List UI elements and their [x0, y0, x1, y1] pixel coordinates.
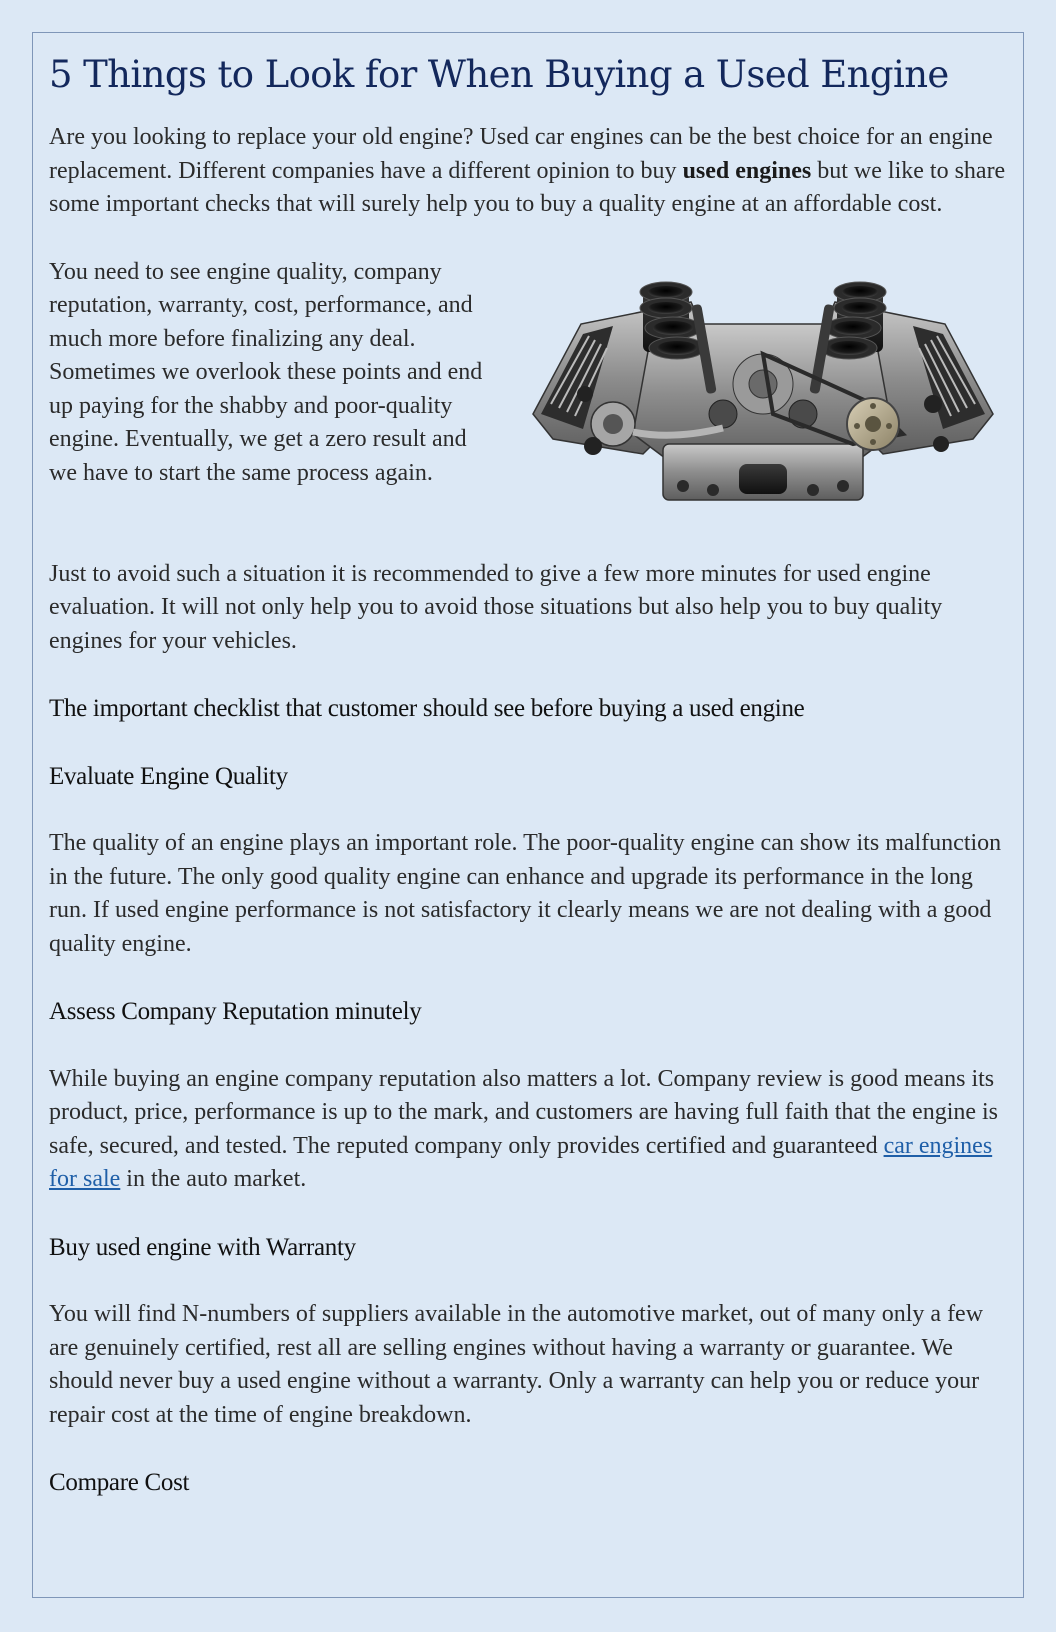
section-text-engine-quality: The quality of an engine plays an important role. The poor-quality engine can show its malfunction in the future. The only good quality engine can enhance and upgrade its performance in the long run. If used engine performance is not satisfactory it clearly means we are not dealing with a good quality engine.: [49, 830, 1002, 957]
v8-engine-image: [523, 264, 1003, 512]
section-heading-engine-quality: Evaluate Engine Quality: [49, 762, 288, 790]
section-heading-warranty: Buy used engine with Warranty: [49, 1233, 356, 1261]
overview-paragraph: You need to see engine quality, company reputation, warranty, cost, performance, and much more before finalizing any deal. Sometimes we overlook these points and end up paying for the shabby and poor-quality engine. Eventually, we get a zero result and we have to start the same process again.: [49, 258, 483, 486]
evaluation-paragraph: Just to avoid such a situation it is recommended to give a few more minutes for used engine evaluation. It will not only help you to avoid those situations but also help you to buy quality engines for your vehicles.: [49, 560, 943, 654]
intro-text-before: Are you looking to replace your old engine? Used car engines can be the best choice for an engine replacement. Different companies have a different opinion to buy: [49, 124, 993, 184]
section-text-warranty: You will find N-numbers of suppliers available in the automotive market, out of many only a few are genuinely certified, rest all are selling engines without having a warranty or guarantee. We should never buy a used engine without a warranty. Only a warranty can help you or reduce your repair cost at the time of engine breakdown.: [49, 1301, 984, 1428]
reputation-text-after: in the auto market.: [120, 1166, 307, 1192]
article-frame: [32, 32, 1024, 1598]
checklist-heading: The important checklist that customer should see before buying a used engine: [49, 695, 805, 722]
intro-text-after: but we like to share some important checks that will surely help you to buy a quality engine at an affordable cost.: [49, 157, 1006, 217]
article-title: 5 Things to Look for When Buying a Used Engine: [49, 53, 949, 96]
section-text-company-reputation: [49, 1063, 1007, 1197]
used-engines-keyword: used engines: [682, 157, 812, 184]
intro-paragraph: [49, 121, 1007, 222]
car-engines-for-sale-link[interactable]: car engines for sale: [49, 1132, 993, 1192]
section-heading-company-reputation: Assess Company Reputation minutely: [49, 998, 422, 1025]
section-heading-compare-cost: Compare Cost: [49, 1469, 190, 1496]
reputation-text-before: While buying an engine company reputation also matters a lot. Company review is good means its product, price, performance is up to the mark, and customers are having full faith that the engine is safe, secured, and tested. The reputed company only provides certified and guaranteed: [49, 1065, 999, 1159]
text-with-image-block: [49, 256, 1007, 524]
